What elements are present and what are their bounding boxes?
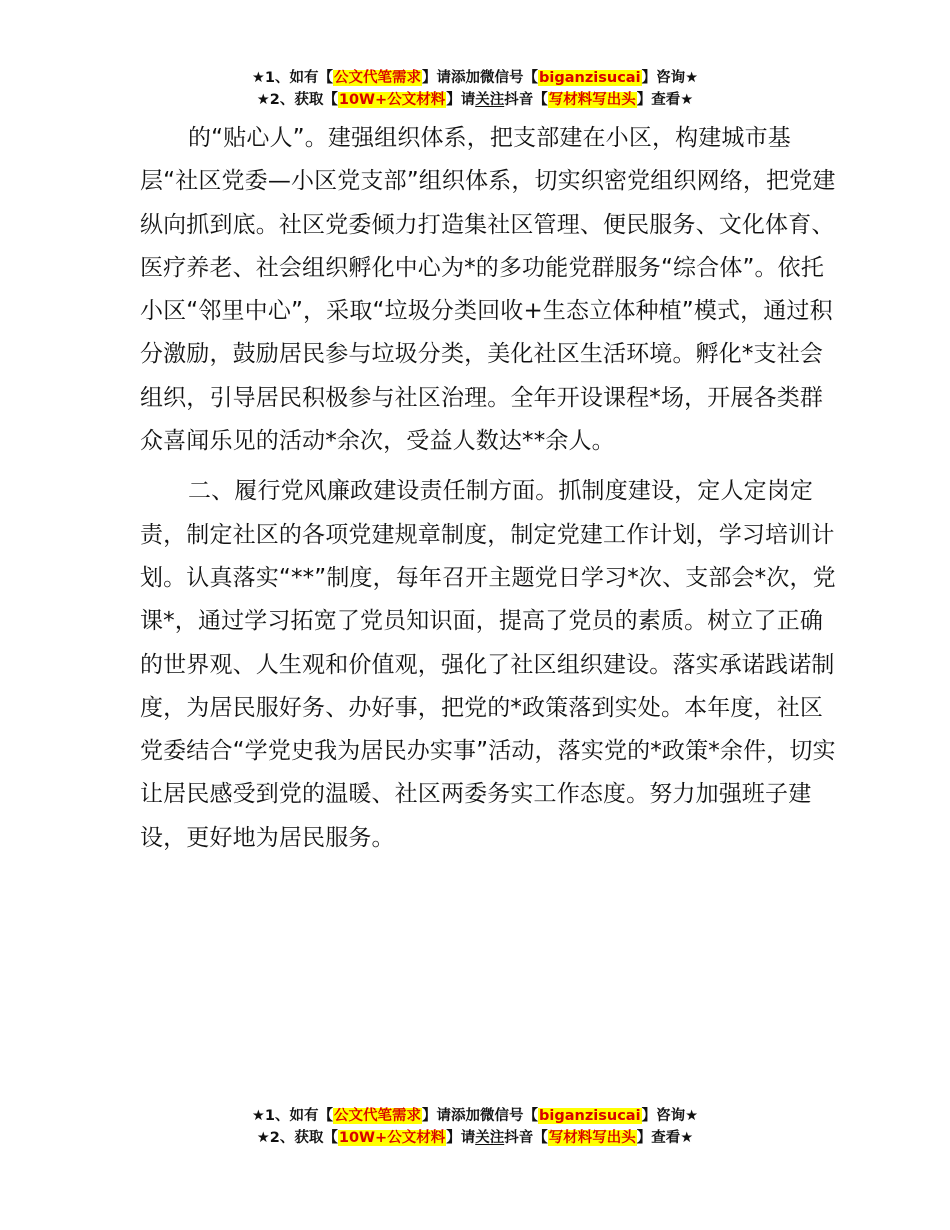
paragraph-continuation: 的“贴心人”。建强组织体系，把支部建在小区，构建城市基层“社区党委—小区党支部”组织体系，切实织密党组织网络，把党建纵向抓到底。社区党委倾力打造集社区管理、便民服务、文化体育、医疗养老、社会组织孵化中心为*的多功能党群服务“综合体”。依托小区“邻里中心”，采取“垃圾分类回收+生态立体种植”模式，通过积分激励，鼓励居民参与垃圾分类，美化社区生活环境。孵化*支社会组织，引导居民积极参与社区治理。全年开设课程*场，开展各类群众喜闻乐见的活动*余次，受益人数达**余人。: [140, 125, 836, 455]
promo-footer: [0, 1105, 950, 1149]
promo-douyin-id: 写材料写出头: [548, 1130, 636, 1146]
promo-highlight: 10W+公文材料: [338, 92, 446, 108]
promo-line-1: ★1、如有【公文代笔需求】请添加微信号【biganzisucai】咨询★: [251, 70, 699, 86]
promo-wechat-id: biganzisucai: [539, 70, 641, 86]
promo-line-1: ★1、如有【公文代笔需求】请添加微信号【biganzisucai】咨询★: [251, 1108, 699, 1124]
promo-highlight: 10W+公文材料: [338, 1130, 446, 1146]
promo-highlight: 公文代笔需求: [334, 70, 422, 86]
promo-douyin-id: 写材料写出头: [548, 92, 636, 108]
document-body: [140, 117, 840, 860]
promo-line-2: ★2、获取【10W+公文材料】请关注抖音【写材料写出头】查看★: [256, 1130, 694, 1146]
promo-highlight: 公文代笔需求: [334, 1108, 422, 1124]
promo-wechat-id: biganzisucai: [539, 1108, 641, 1124]
promo-header: [0, 67, 950, 111]
promo-line-2: ★2、获取【10W+公文材料】请关注抖音【写材料写出头】查看★: [256, 92, 694, 108]
paragraph-section-two: 二、履行党风廉政建设责任制方面。抓制度建设，定人定岗定责，制定社区的各项党建规章制度，制定党建工作计划，学习培训计划。认真落实“**”制度，每年召开主题党日学习*次、支部会*次，党课*，通过学习拓宽了党员知识面，提高了党员的素质。树立了正确的世界观、人生观和价值观，强化了社区组织建设。落实承诺践诺制度，为居民服好务、办好事，把党的*政策落到实处。本年度，社区党委结合“学党史我为居民办实事”活动，落实党的*政策*余件，切实让居民感受到党的温暖、社区两委务实工作态度。努力加强班子建设，更好地为居民服务。: [140, 478, 836, 851]
